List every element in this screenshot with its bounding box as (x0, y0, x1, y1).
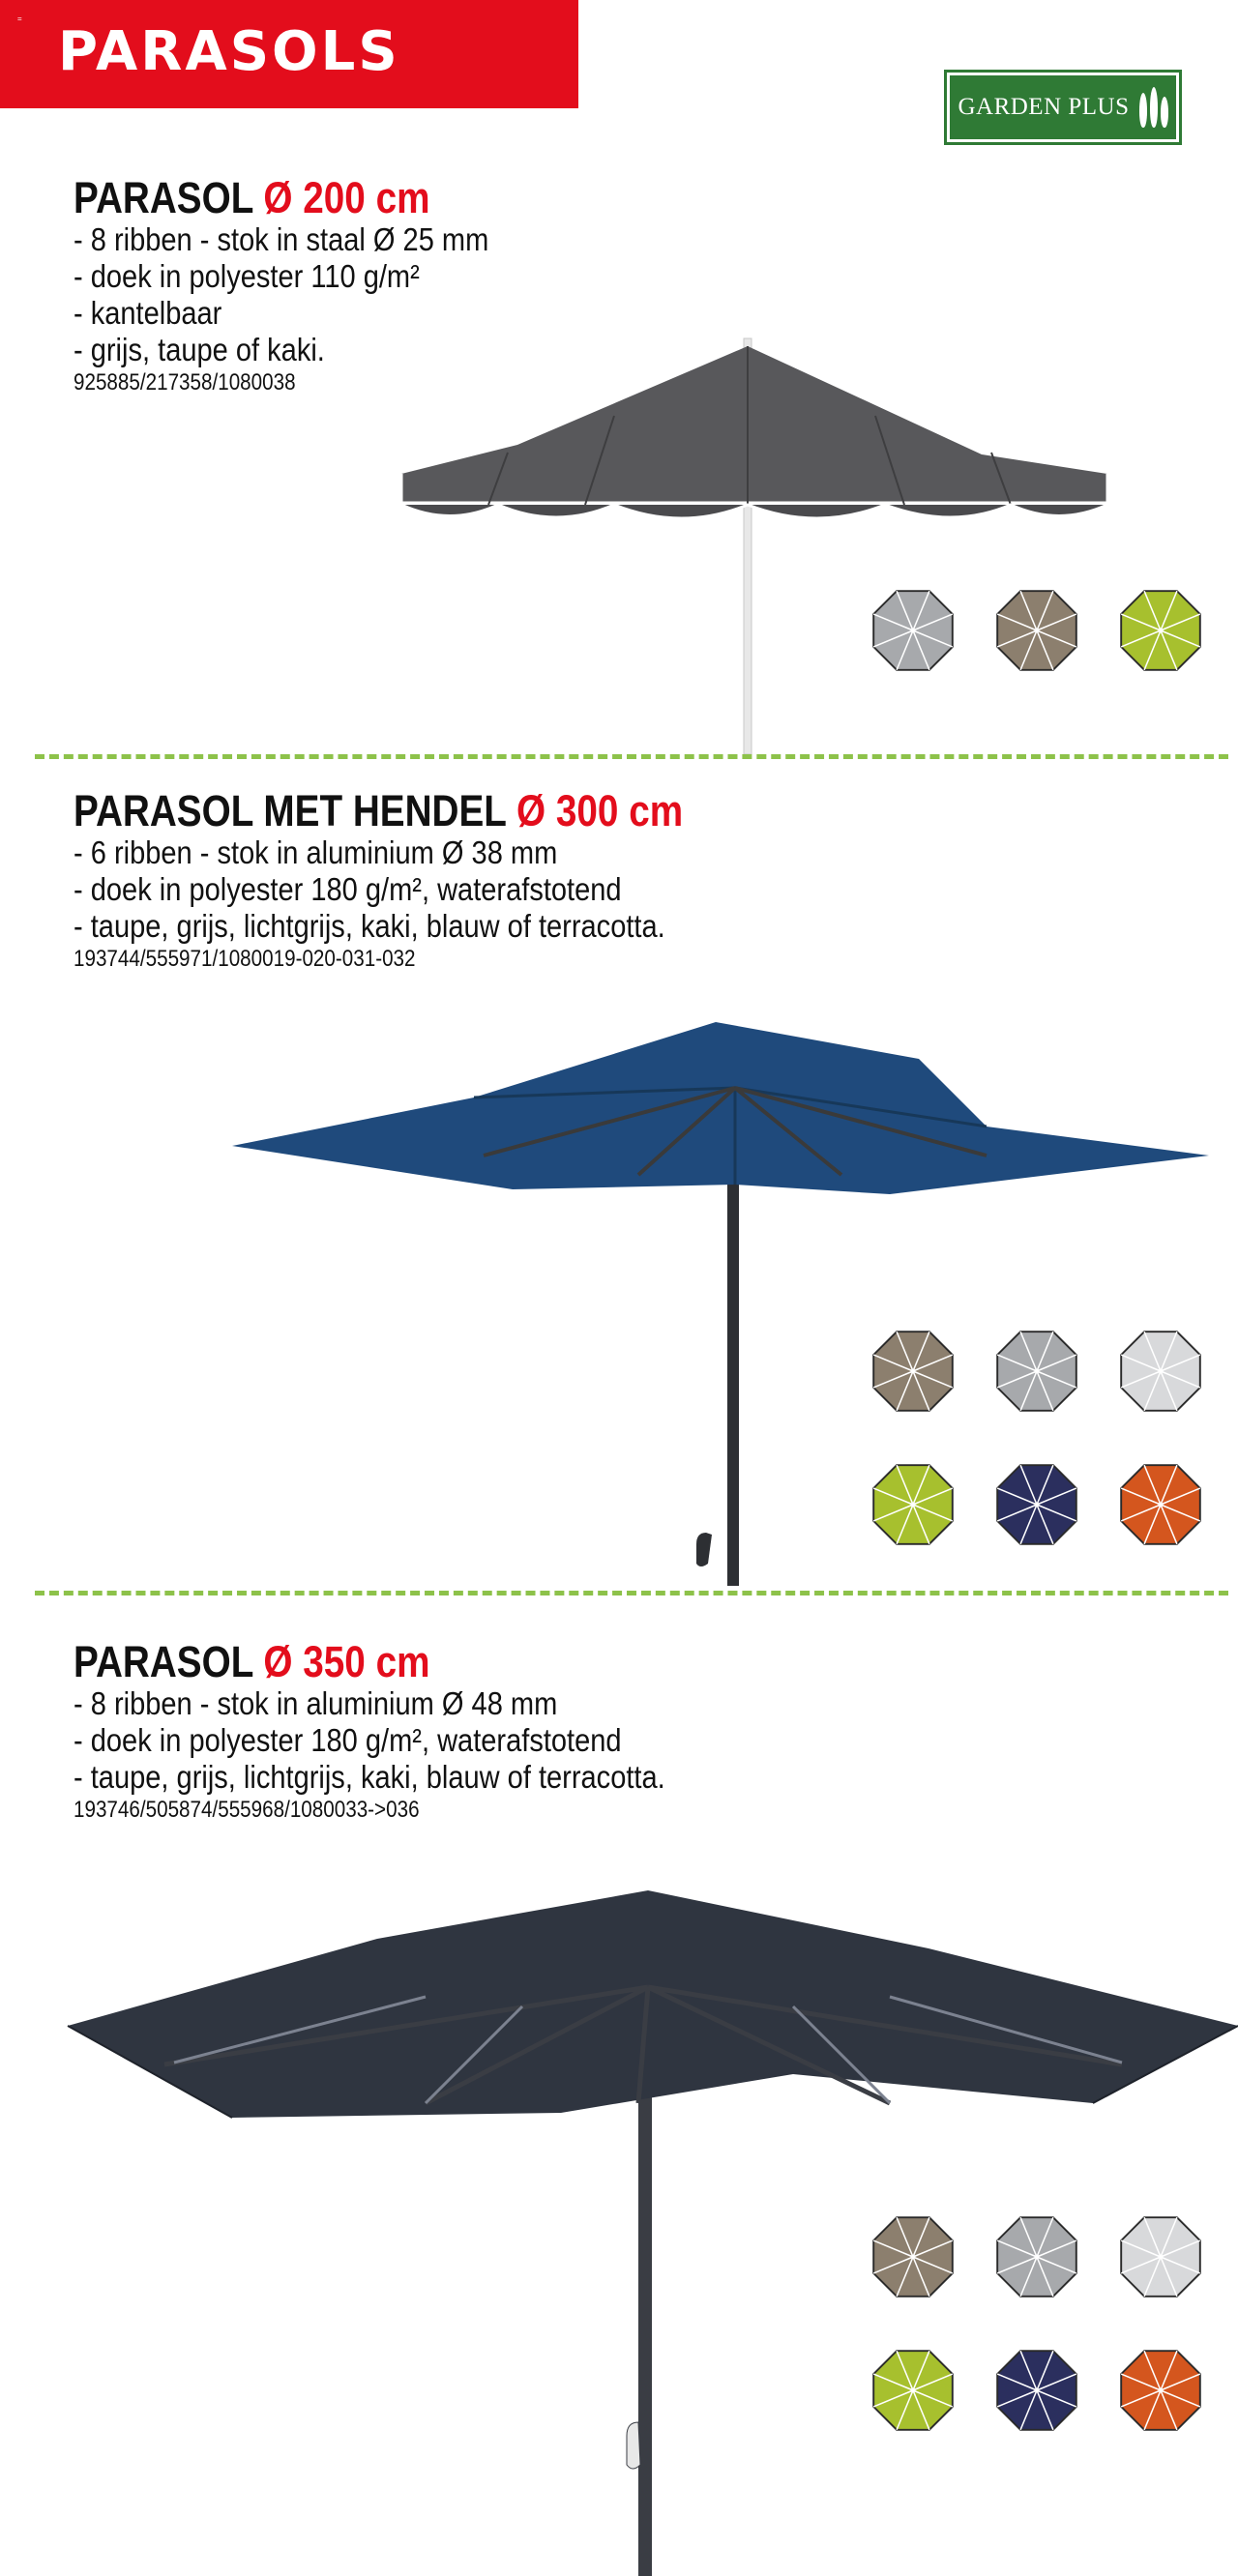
section-divider (35, 1591, 1228, 1595)
parasol-200-image (392, 329, 1127, 759)
product-title (74, 173, 480, 222)
swatch-kaki (867, 2344, 959, 2437)
header-marker: = (17, 15, 22, 23)
product-size: Ø 300 cm (516, 786, 684, 835)
product-parasol-350 (74, 1637, 746, 1825)
product-name: PARASOL MET HENDEL (74, 786, 507, 835)
article-code: 193744/555971/1080019-020-031-032 (74, 946, 416, 972)
article-code: 193746/505874/555968/1080033->036 (74, 1797, 420, 1823)
feature-list (74, 1685, 746, 1796)
product-title (74, 1637, 652, 1686)
feature-item: - grijs, taupe of kaki. (74, 332, 325, 367)
feature-item: - kantelbaar (74, 295, 222, 331)
section-divider (35, 754, 1228, 759)
swatch-terracotta (1114, 1458, 1207, 1551)
swatch-taupe (867, 1325, 959, 1418)
swatch-lichtgrijs (1114, 2210, 1207, 2303)
product-parasol-met-hendel-300 (74, 786, 782, 974)
swatch-lichtgrijs (1114, 1325, 1207, 1418)
swatch-kaki (1114, 584, 1207, 677)
feature-item: - taupe, grijs, lichtgrijs, kaki, blauw of terracotta. (74, 1759, 665, 1795)
feature-item: - doek in polyester 180 g/m², waterafstotend (74, 1722, 622, 1758)
feature-list (74, 834, 782, 945)
swatch-taupe (990, 584, 1083, 677)
feature-item: - doek in polyester 180 g/m², waterafstotend (74, 871, 622, 907)
product-name: PARASOL (74, 1637, 253, 1686)
feature-item: - 8 ribben - stok in staal Ø 25 mm (74, 221, 489, 257)
swatch-kaki (867, 1458, 959, 1551)
feature-item: - taupe, grijs, lichtgrijs, kaki, blauw of terracotta. (74, 908, 665, 944)
swatch-taupe (867, 2210, 959, 2303)
garden-plus-logo (944, 70, 1182, 145)
cypress-trees-icon (1139, 87, 1168, 128)
feature-item: - doek in polyester 110 g/m² (74, 258, 420, 294)
canopy (68, 1890, 1238, 2118)
product-title (74, 786, 684, 835)
swatch-grijs (990, 1325, 1083, 1418)
page-title: PARASOLS (58, 20, 400, 83)
canopy (232, 1022, 1209, 1194)
feature-item: - 6 ribben - stok in aluminium Ø 38 mm (74, 834, 558, 870)
logo-text: GARDEN PLUS (958, 94, 1130, 120)
product-size: Ø 350 cm (263, 1637, 430, 1686)
product-name: PARASOL (74, 173, 253, 222)
product-size: Ø 200 cm (263, 173, 430, 222)
article-code: 925885/217358/1080038 (74, 369, 296, 395)
swatch-grijs (990, 2210, 1083, 2303)
header-banner (0, 0, 578, 108)
feature-item: - 8 ribben - stok in aluminium Ø 48 mm (74, 1685, 558, 1721)
swatch-blauw (990, 2344, 1083, 2437)
swatch-blauw (990, 1458, 1083, 1551)
swatch-terracotta (1114, 2344, 1207, 2437)
swatch-grijs (867, 584, 959, 677)
